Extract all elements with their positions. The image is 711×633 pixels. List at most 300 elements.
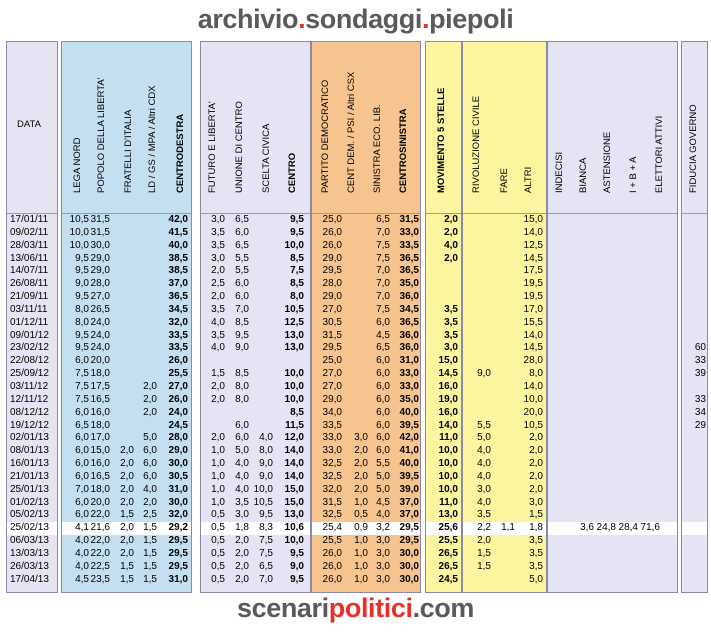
table-row — [62, 522, 191, 535]
cell-m5s-0: 3,5 — [444, 316, 458, 328]
cell-cen-1: 8,0 — [235, 380, 249, 392]
table-row — [463, 227, 546, 240]
table-row — [7, 253, 57, 266]
table-row — [463, 484, 546, 497]
cell-alt-0: 2,2 — [477, 522, 491, 534]
cell-csx-0: 29,5 — [322, 265, 342, 277]
table-row — [201, 240, 310, 253]
cell-cdx-0: 4,1 — [75, 522, 89, 534]
table-row — [7, 227, 57, 240]
cell-csx-1: 0,9 — [354, 522, 368, 534]
table-row — [548, 342, 677, 355]
cell-cen-0: 3,5 — [211, 226, 225, 238]
cell-alt-2: 2,0 — [529, 470, 543, 482]
table-row — [682, 420, 707, 433]
cell-cen-1: 8,5 — [235, 368, 249, 380]
cell-cen-0: 2,0 — [211, 380, 225, 392]
table-row — [201, 330, 310, 343]
cell-cen-0: 0,5 — [211, 522, 225, 534]
table-row — [426, 253, 461, 266]
table-row — [7, 394, 57, 407]
table-row — [682, 522, 707, 535]
cell-csx-2: 3,2 — [376, 522, 390, 534]
table-row — [682, 265, 707, 278]
cell-cen-0: 3,5 — [211, 303, 225, 315]
cell-data-0: 09/01/12 — [10, 329, 49, 341]
cell-cdx-0: 7,5 — [75, 380, 89, 392]
table-row — [7, 497, 57, 510]
column-header-csx-1: CENT DEM. / PSI / Altri CSX — [346, 71, 357, 193]
cell-cdx-1: 28,0 — [90, 278, 110, 290]
table-row — [548, 278, 677, 291]
cell-csx-1: 2,0 — [354, 445, 368, 457]
cell-csx-0: 33,5 — [322, 419, 342, 431]
cell-csx-0: 31,5 — [322, 329, 342, 341]
table-row — [312, 342, 420, 355]
table-row — [682, 445, 707, 458]
cell-data-0: 28/03/11 — [10, 239, 49, 251]
cell-m5s-0: 13,0 — [438, 509, 458, 521]
cell-cen-0: 4,0 — [211, 316, 225, 328]
table-row — [426, 291, 461, 304]
table-row — [548, 253, 677, 266]
cell-csx-2: 5,0 — [376, 470, 390, 482]
cell-cdx-2: 2,0 — [120, 470, 134, 482]
cell-cen-1: 4,0 — [235, 458, 249, 470]
cell-csx-3: 29,5 — [399, 522, 419, 534]
cell-csx-3: 31,5 — [399, 214, 419, 225]
cell-csx-1: 2,0 — [354, 458, 368, 470]
cell-alt-0: 9,0 — [477, 368, 491, 380]
cell-alt-0: 4,0 — [477, 470, 491, 482]
cell-cen-0: 1,0 — [211, 445, 225, 457]
table-row — [62, 368, 191, 381]
cell-cdx-3: 1,5 — [143, 547, 157, 559]
table-row — [682, 497, 707, 510]
cell-data-0: 08/12/12 — [10, 406, 49, 418]
cell-alt-2: 19,5 — [523, 278, 543, 290]
table-row — [312, 458, 420, 471]
column-header-ast-1: BIANCA — [578, 157, 589, 193]
cell-cdx-1: 16,0 — [90, 406, 110, 418]
cell-cdx-4: 29,0 — [168, 445, 188, 457]
column-header-cen-1: UNIONE DI CENTRO — [234, 101, 245, 193]
table-row — [62, 240, 191, 253]
column-header-cdx-0: LEGA NORD — [72, 137, 83, 193]
cell-alt-0: 2,0 — [477, 535, 491, 547]
table-row — [62, 278, 191, 291]
cell-cdx-1: 18,0 — [90, 368, 110, 380]
cell-cdx-0: 9,5 — [75, 291, 89, 303]
table-row — [312, 317, 420, 330]
cell-ast-1: 24,8 — [596, 522, 616, 534]
cell-cdx-3: 2,0 — [143, 393, 157, 405]
table-row — [201, 317, 310, 330]
header-fid — [682, 42, 707, 202]
cell-cen-2: 9,0 — [259, 470, 273, 482]
cell-cdx-1: 18,0 — [90, 419, 110, 431]
table-row — [426, 265, 461, 278]
table-row — [463, 458, 546, 471]
cell-csx-0: 31,5 — [322, 496, 342, 508]
cell-alt-2: 14,0 — [523, 226, 543, 238]
column-header-alt-2: ALTRI — [523, 166, 534, 193]
table-row — [62, 355, 191, 368]
table-row — [201, 304, 310, 317]
table-row — [7, 342, 57, 355]
cell-csx-2: 5,5 — [376, 458, 390, 470]
cell-data-0: 21/09/11 — [10, 291, 49, 303]
cell-alt-2: 1,8 — [529, 522, 543, 534]
cell-csx-3: 36,5 — [399, 316, 419, 328]
table-row — [7, 317, 57, 330]
table-row — [312, 445, 420, 458]
cell-cen-1: 3,0 — [235, 509, 249, 521]
cell-cen-0: 3,5 — [211, 239, 225, 251]
table-row — [201, 548, 310, 561]
cell-csx-2: 7,0 — [376, 226, 390, 238]
cell-cdx-1: 17,5 — [90, 380, 110, 392]
cell-csx-2: 7,0 — [376, 278, 390, 290]
cell-csx-2: 6,5 — [376, 214, 390, 225]
cell-cen-3: 8,5 — [290, 252, 304, 264]
cell-cen-0: 2,0 — [211, 265, 225, 277]
table-row — [426, 355, 461, 368]
table-row — [312, 420, 420, 433]
cell-csx-3: 33,0 — [399, 226, 419, 238]
table-row — [463, 471, 546, 484]
table-row — [548, 509, 677, 522]
cell-cdx-2: 2,0 — [120, 535, 134, 547]
title-part-3: piepoli — [429, 4, 514, 34]
cell-csx-0: 32,0 — [322, 483, 342, 495]
cell-data-0: 21/01/13 — [10, 470, 49, 482]
cell-data-0: 01/12/11 — [10, 316, 49, 328]
cell-cdx-3: 4,0 — [143, 483, 157, 495]
cell-cen-3: 10,0 — [284, 393, 304, 405]
table-row — [548, 355, 677, 368]
cell-cdx-0: 7,5 — [75, 368, 89, 380]
table-row — [312, 214, 420, 227]
table-row — [201, 253, 310, 266]
bottom-part-3: .com — [412, 593, 474, 623]
cell-cdx-1: 20,0 — [90, 496, 110, 508]
header-csx — [312, 42, 420, 202]
column-header-cen-0: FUTURO E LIBERTA' — [207, 101, 218, 193]
cell-cen-3: 14,0 — [284, 458, 304, 470]
table-row — [62, 330, 191, 343]
table-row — [201, 471, 310, 484]
table-row — [463, 432, 546, 445]
cell-cen-3: 15,0 — [284, 496, 304, 508]
table-row — [548, 535, 677, 548]
cell-cdx-1: 26,5 — [90, 303, 110, 315]
table-row — [7, 407, 57, 420]
cell-cdx-4: 31,0 — [168, 483, 188, 495]
cell-data-0: 03/11/12 — [10, 380, 49, 392]
cell-alt-0: 3,5 — [477, 509, 491, 521]
table-row — [62, 497, 191, 510]
cell-data-0: 13/03/13 — [10, 547, 49, 559]
cell-data-0: 17/04/13 — [10, 573, 49, 585]
cell-cen-0: 3,5 — [211, 329, 225, 341]
cell-csx-3: 30,0 — [399, 547, 419, 559]
table-row — [7, 278, 57, 291]
cell-m5s-0: 11,0 — [439, 432, 458, 444]
cell-cen-0: 1,0 — [211, 458, 225, 470]
table-row — [62, 535, 191, 548]
table-row — [463, 304, 546, 317]
cell-cdx-4: 42,0 — [168, 214, 188, 225]
cell-cdx-3: 2,5 — [143, 509, 157, 521]
cell-cdx-0: 9,0 — [75, 278, 89, 290]
table-row — [463, 291, 546, 304]
cell-cen-3: 7,5 — [290, 265, 304, 277]
cell-cen-3: 10,0 — [284, 368, 304, 380]
cell-cdx-1: 15,0 — [90, 445, 110, 457]
cell-cen-1: 4,0 — [235, 483, 249, 495]
cell-cdx-1: 22,5 — [90, 560, 110, 572]
cell-cdx-3: 1,5 — [143, 573, 157, 585]
cell-m5s-0: 10,0 — [438, 458, 458, 470]
cell-cdx-1: 24,0 — [90, 342, 110, 354]
table-row — [548, 214, 677, 227]
table-row — [426, 381, 461, 394]
table-row — [548, 458, 677, 471]
cell-alt-2: 14,0 — [523, 380, 543, 392]
table-row — [548, 471, 677, 484]
cell-alt-2: 3,5 — [529, 535, 543, 547]
cell-csx-2: 6,0 — [376, 445, 390, 457]
cell-cen-1: 2,0 — [235, 547, 249, 559]
table-row — [312, 574, 420, 587]
table-row — [426, 497, 461, 510]
table-row — [682, 253, 707, 266]
column-header-alt-1: FARE — [499, 168, 510, 193]
cell-csx-3: 40,0 — [399, 406, 419, 418]
column-header-cdx-2: FRATELLI D'ITALIA — [123, 109, 134, 193]
cell-fid-0: 39 — [694, 368, 706, 380]
cell-cdx-1: 24,0 — [90, 329, 110, 341]
cell-cdx-0: 6,0 — [75, 355, 89, 367]
cell-alt-2: 2,0 — [529, 445, 543, 457]
table-row — [201, 458, 310, 471]
table-row — [463, 574, 546, 587]
cell-data-0: 17/01/11 — [10, 214, 49, 225]
cell-csx-1: 1,0 — [354, 496, 368, 508]
cell-csx-1: 2,0 — [354, 470, 368, 482]
cell-csx-1: 1,0 — [354, 573, 368, 585]
cell-cdx-0: 8,0 — [75, 316, 89, 328]
table-row — [548, 330, 677, 343]
column-group-data — [6, 41, 58, 593]
cell-csx-2: 6,0 — [376, 406, 390, 418]
cell-alt-0: 5,5 — [477, 419, 491, 431]
cell-cen-2: 7,5 — [259, 535, 273, 547]
bottom-part-2: politici — [328, 593, 413, 623]
cell-csx-3: 35,0 — [399, 393, 419, 405]
cell-csx-2: 6,5 — [376, 342, 390, 354]
table-row — [426, 227, 461, 240]
cell-csx-1: 3,0 — [354, 432, 368, 444]
table-row — [426, 317, 461, 330]
cell-alt-2: 1,5 — [529, 509, 543, 521]
cell-cen-0: 3,0 — [211, 252, 225, 264]
cell-fid-0: 60 — [694, 342, 706, 354]
cell-csx-3: 36,5 — [399, 252, 419, 264]
cell-cdx-3: 1,5 — [143, 522, 157, 534]
cell-data-0: 05/02/13 — [10, 509, 49, 521]
cell-cen-3: 10,6 — [284, 522, 304, 534]
cell-cdx-3: 2,0 — [143, 406, 157, 418]
table-row — [426, 368, 461, 381]
cell-cdx-1: 22,0 — [90, 509, 110, 521]
poll-table — [6, 41, 708, 593]
cell-m5s-0: 19,0 — [438, 393, 458, 405]
cell-cen-2: 9,5 — [259, 509, 273, 521]
cell-cdx-3: 2,0 — [143, 496, 157, 508]
table-row — [682, 317, 707, 330]
cell-data-0: 01/02/13 — [10, 496, 49, 508]
title-dot-1: . — [298, 4, 306, 34]
cell-cen-2: 8,3 — [259, 522, 273, 534]
column-header-cen-2: SCELTA CIVICA — [261, 123, 272, 193]
cell-cen-3: 14,0 — [284, 445, 304, 457]
cell-alt-2: 14,5 — [523, 252, 543, 264]
table-row — [682, 458, 707, 471]
site-title-bottom — [0, 593, 711, 629]
cell-csx-0: 34,0 — [322, 406, 342, 418]
cell-csx-2: 3,0 — [376, 560, 390, 572]
rows-data — [7, 214, 57, 586]
cell-cen-0: 0,5 — [211, 547, 225, 559]
cell-cen-3: 10,0 — [284, 239, 304, 251]
cell-csx-0: 27,0 — [322, 303, 342, 315]
cell-cen-3: 10,5 — [284, 303, 304, 315]
table-row — [62, 548, 191, 561]
cell-cdx-4: 28,0 — [168, 432, 188, 444]
cell-cen-0: 4,0 — [211, 342, 225, 354]
cell-csx-2: 6,0 — [376, 419, 390, 431]
table-row — [312, 561, 420, 574]
column-header-cdx-3: LD / GS / MPA / Altri CDX — [147, 85, 158, 193]
cell-cdx-4: 29,2 — [168, 522, 188, 534]
cell-cdx-0: 6,0 — [75, 470, 89, 482]
cell-cen-0: 0,5 — [211, 573, 225, 585]
table-row — [62, 317, 191, 330]
cell-cen-1: 6,0 — [235, 419, 249, 431]
cell-cdx-1: 16,5 — [90, 470, 110, 482]
cell-cdx-4: 30,0 — [168, 458, 188, 470]
column-header-csx-0: PARTITO DEMOCRATICO — [320, 79, 331, 193]
table-row — [426, 561, 461, 574]
cell-cdx-4: 41,5 — [168, 226, 188, 238]
cell-alt-0: 1,5 — [477, 560, 491, 572]
cell-cdx-4: 26,0 — [168, 393, 188, 405]
cell-cen-1: 8,0 — [235, 393, 249, 405]
cell-cen-0: 0,5 — [211, 560, 225, 572]
cell-cen-3: 8,5 — [290, 406, 304, 418]
cell-data-0: 09/02/11 — [10, 226, 49, 238]
table-row — [463, 509, 546, 522]
table-row — [62, 253, 191, 266]
site-title-top — [0, 4, 711, 38]
cell-csx-0: 32,5 — [322, 509, 342, 521]
cell-cdx-2: 2,0 — [120, 483, 134, 495]
cell-alt-2: 3,0 — [529, 496, 543, 508]
cell-cdx-0: 4,5 — [75, 573, 89, 585]
cell-cdx-1: 30,0 — [90, 239, 110, 251]
table-row — [7, 561, 57, 574]
column-header-cdx-1: POPOLO DELLA LIBERTA' — [96, 77, 107, 193]
cell-csx-2: 6,0 — [376, 380, 390, 392]
table-row — [62, 445, 191, 458]
cell-cdx-4: 27,0 — [168, 380, 188, 392]
cell-cdx-4: 40,0 — [168, 239, 188, 251]
table-row — [548, 265, 677, 278]
cell-csx-0: 29,0 — [322, 291, 342, 303]
cell-cen-0: 2,0 — [211, 393, 225, 405]
table-row — [201, 484, 310, 497]
cell-cdx-1: 29,0 — [90, 265, 110, 277]
table-row — [7, 471, 57, 484]
cell-cen-1: 6,5 — [235, 214, 249, 225]
cell-fid-0: 34 — [694, 406, 706, 418]
table-row — [682, 574, 707, 587]
column-header-csx-3: CENTROSINISTRA — [398, 108, 409, 193]
table-row — [426, 304, 461, 317]
cell-csx-0: 25,0 — [322, 214, 342, 225]
table-row — [201, 381, 310, 394]
table-row — [312, 471, 420, 484]
header-cen — [201, 42, 310, 202]
cell-cen-2: 7,0 — [259, 573, 273, 585]
cell-csx-2: 4,5 — [376, 329, 390, 341]
cell-cdx-4: 38,5 — [168, 252, 188, 264]
cell-cen-3: 13,0 — [284, 342, 304, 354]
cell-alt-2: 19,5 — [523, 291, 543, 303]
cell-cdx-4: 32,0 — [168, 316, 188, 328]
cell-cdx-1: 31,5 — [90, 226, 110, 238]
cell-csx-3: 34,5 — [399, 303, 419, 315]
cell-cdx-4: 32,0 — [168, 509, 188, 521]
cell-cdx-4: 37,0 — [168, 278, 188, 290]
table-row — [548, 240, 677, 253]
cell-cdx-0: 4,0 — [75, 535, 89, 547]
table-row — [7, 420, 57, 433]
rows-fid — [682, 214, 707, 586]
table-row — [62, 291, 191, 304]
cell-csx-1: 1,0 — [354, 560, 368, 572]
table-row — [463, 535, 546, 548]
cell-cdx-3: 1,5 — [143, 535, 157, 547]
cell-cen-0: 2,0 — [211, 432, 225, 444]
table-row — [312, 227, 420, 240]
cell-csx-3: 35,0 — [399, 278, 419, 290]
cell-alt-0: 4,0 — [477, 445, 491, 457]
table-row — [62, 561, 191, 574]
column-header-fid-0: FIDUCIA GOVERNO — [688, 104, 699, 193]
cell-cdx-3: 1,5 — [143, 560, 157, 572]
cell-data-0: 25/02/13 — [10, 522, 49, 534]
table-row — [62, 458, 191, 471]
cell-csx-2: 7,5 — [376, 239, 390, 251]
cell-cen-3: 13,0 — [284, 509, 304, 521]
table-row — [201, 432, 310, 445]
cell-csx-2: 6,0 — [376, 432, 390, 444]
cell-m5s-0: 2,0 — [444, 226, 458, 238]
cell-cdx-4: 34,5 — [168, 303, 188, 315]
